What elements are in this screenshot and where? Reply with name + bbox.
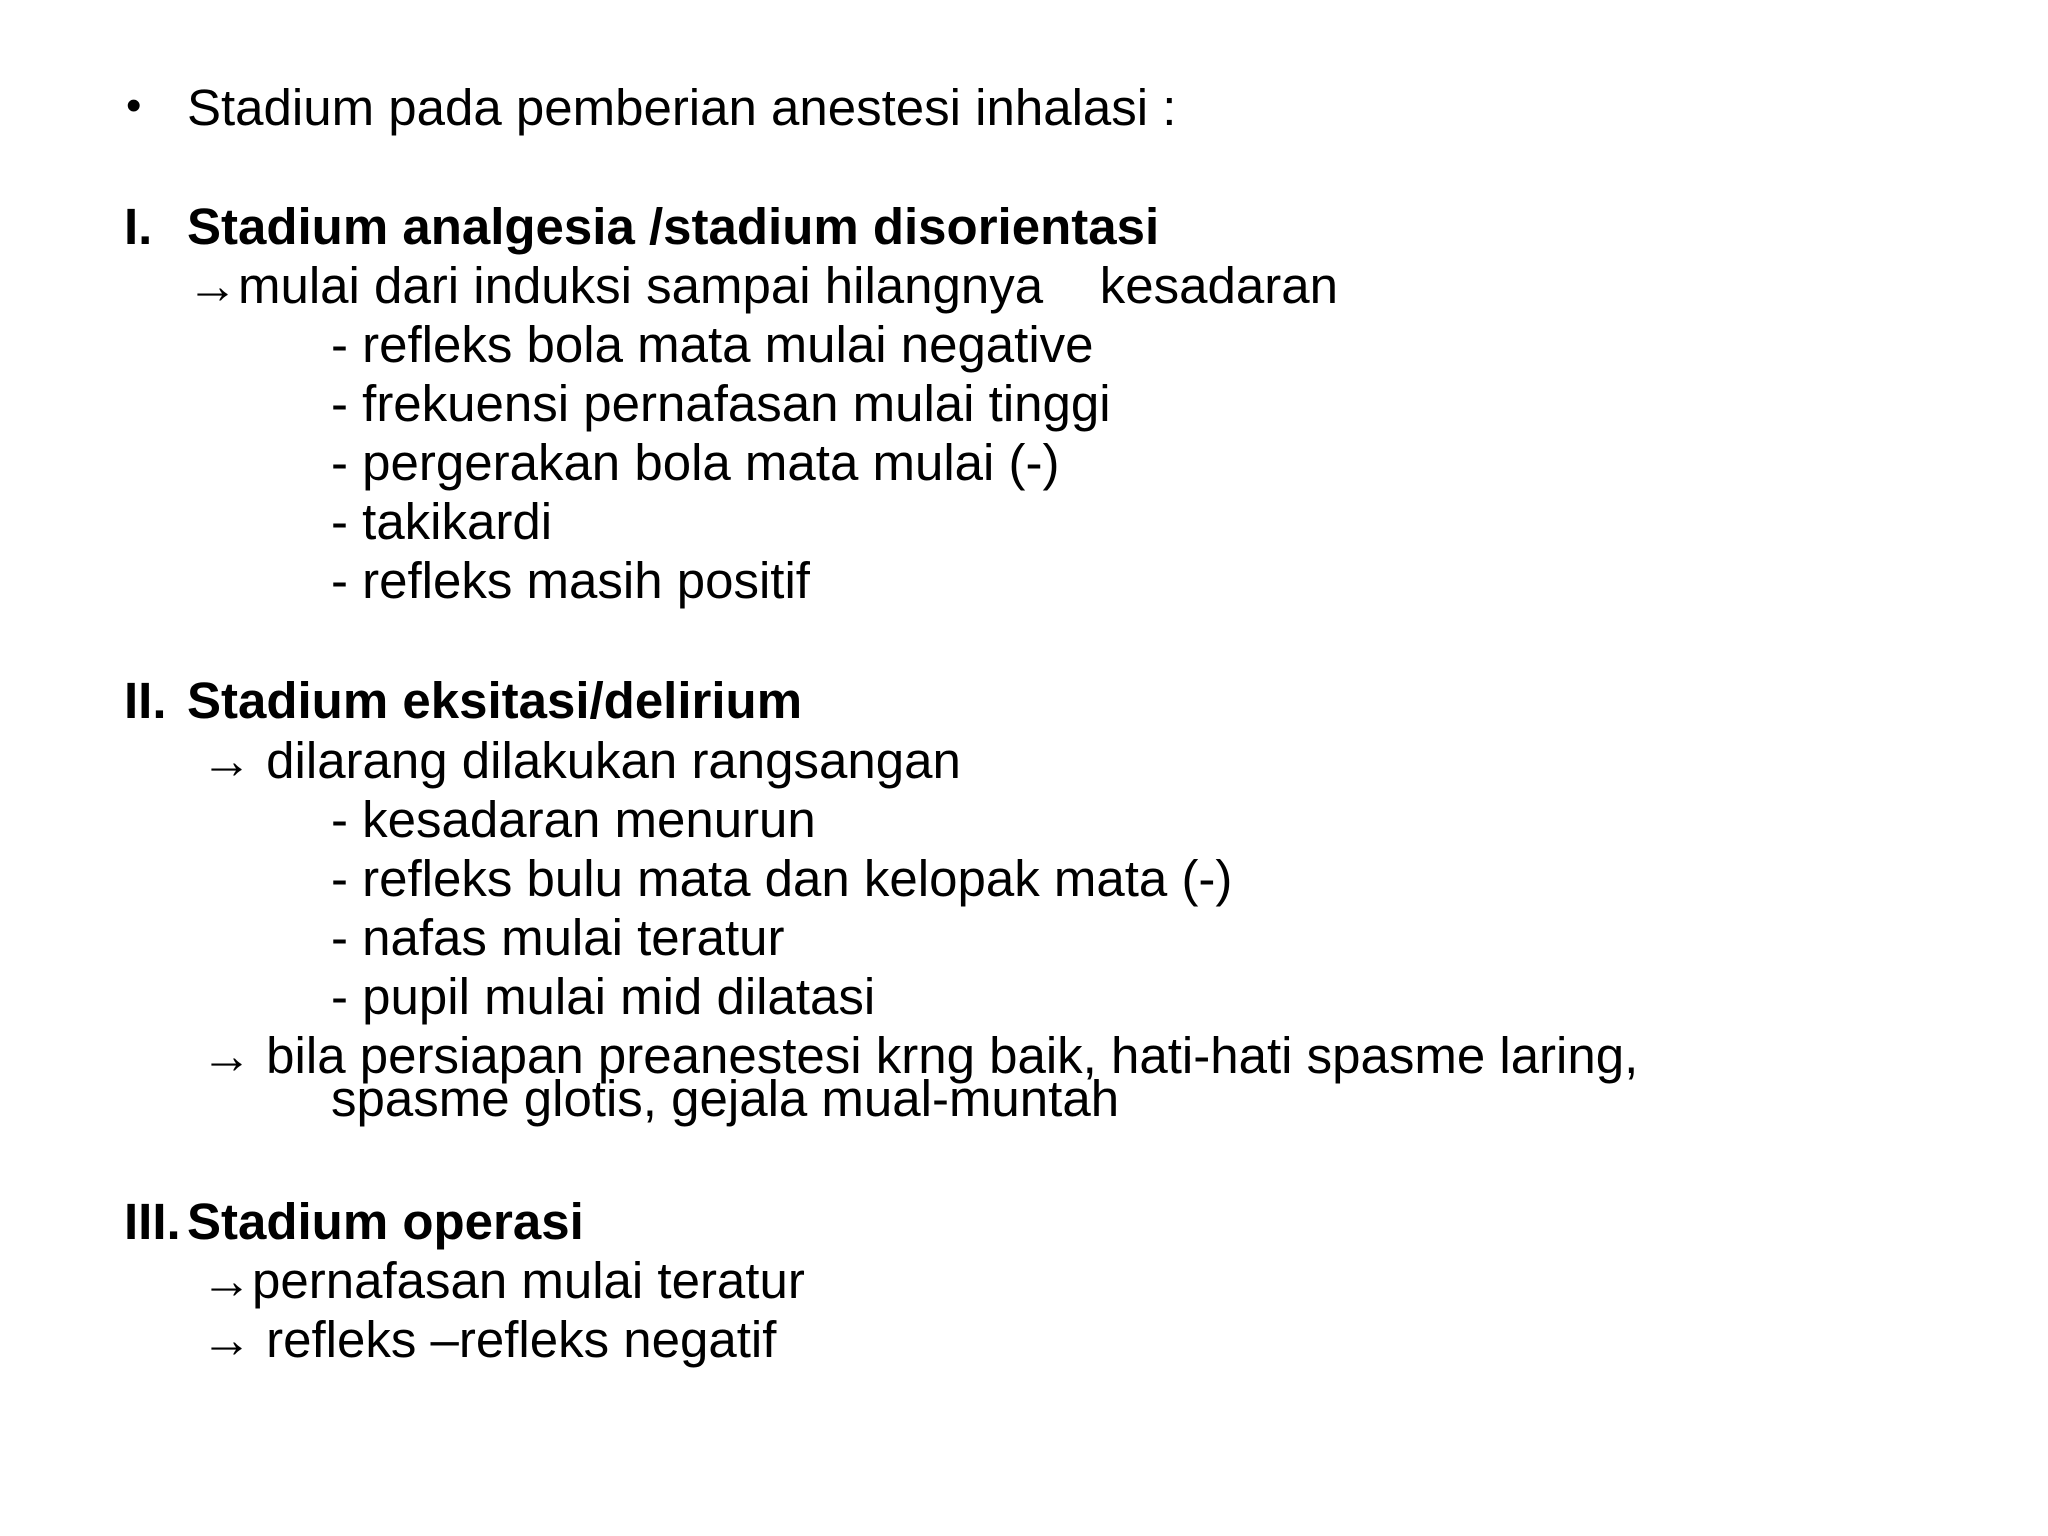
stage2-note: → dilarang dilakukan rangsangan: [201, 732, 961, 789]
stage2-numeral: II.: [124, 672, 167, 729]
stage2-item: - refleks bulu mata dan kelopak mata (-): [331, 850, 1233, 907]
stage3-numeral: III.: [124, 1193, 181, 1250]
stage2-title: Stadium eksitasi/delirium: [187, 672, 803, 729]
stage3-note: → refleks –refleks negatif: [201, 1311, 777, 1368]
bullet-icon: •: [126, 81, 142, 130]
stage3-note: →pernafasan mulai teratur: [201, 1252, 805, 1309]
stage3-title: Stadium operasi: [187, 1193, 584, 1250]
stage2-item: - pupil mulai mid dilatasi: [331, 968, 876, 1025]
stage2-item: - nafas mulai teratur: [331, 909, 785, 966]
stage2-item: - kesadaran menurun: [331, 791, 816, 848]
stage1-item: - refleks bola mata mulai negative: [331, 316, 1094, 373]
stage1-item: - pergerakan bola mata mulai (-): [331, 434, 1060, 491]
stage1-item: - refleks masih positif: [331, 552, 810, 609]
intro-text: Stadium pada pemberian anestesi inhalasi :: [187, 79, 1177, 136]
stage1-note: →mulai dari induksi sampai hilangnya kesadaran: [187, 257, 1338, 314]
stage2-warning-line1: → bila persiapan preanestesi krng baik, hati-hati spasme laring,: [201, 1027, 1639, 1084]
stage1-item: - takikardi: [331, 493, 553, 550]
stage1-title: Stadium analgesia /stadium disorientasi: [187, 198, 1160, 255]
stage2-warning-line2: spasme glotis, gejala mual-muntah: [331, 1070, 1120, 1127]
stage1-item: - frekuensi pernafasan mulai tinggi: [331, 375, 1111, 432]
stage1-numeral: I.: [124, 198, 153, 255]
